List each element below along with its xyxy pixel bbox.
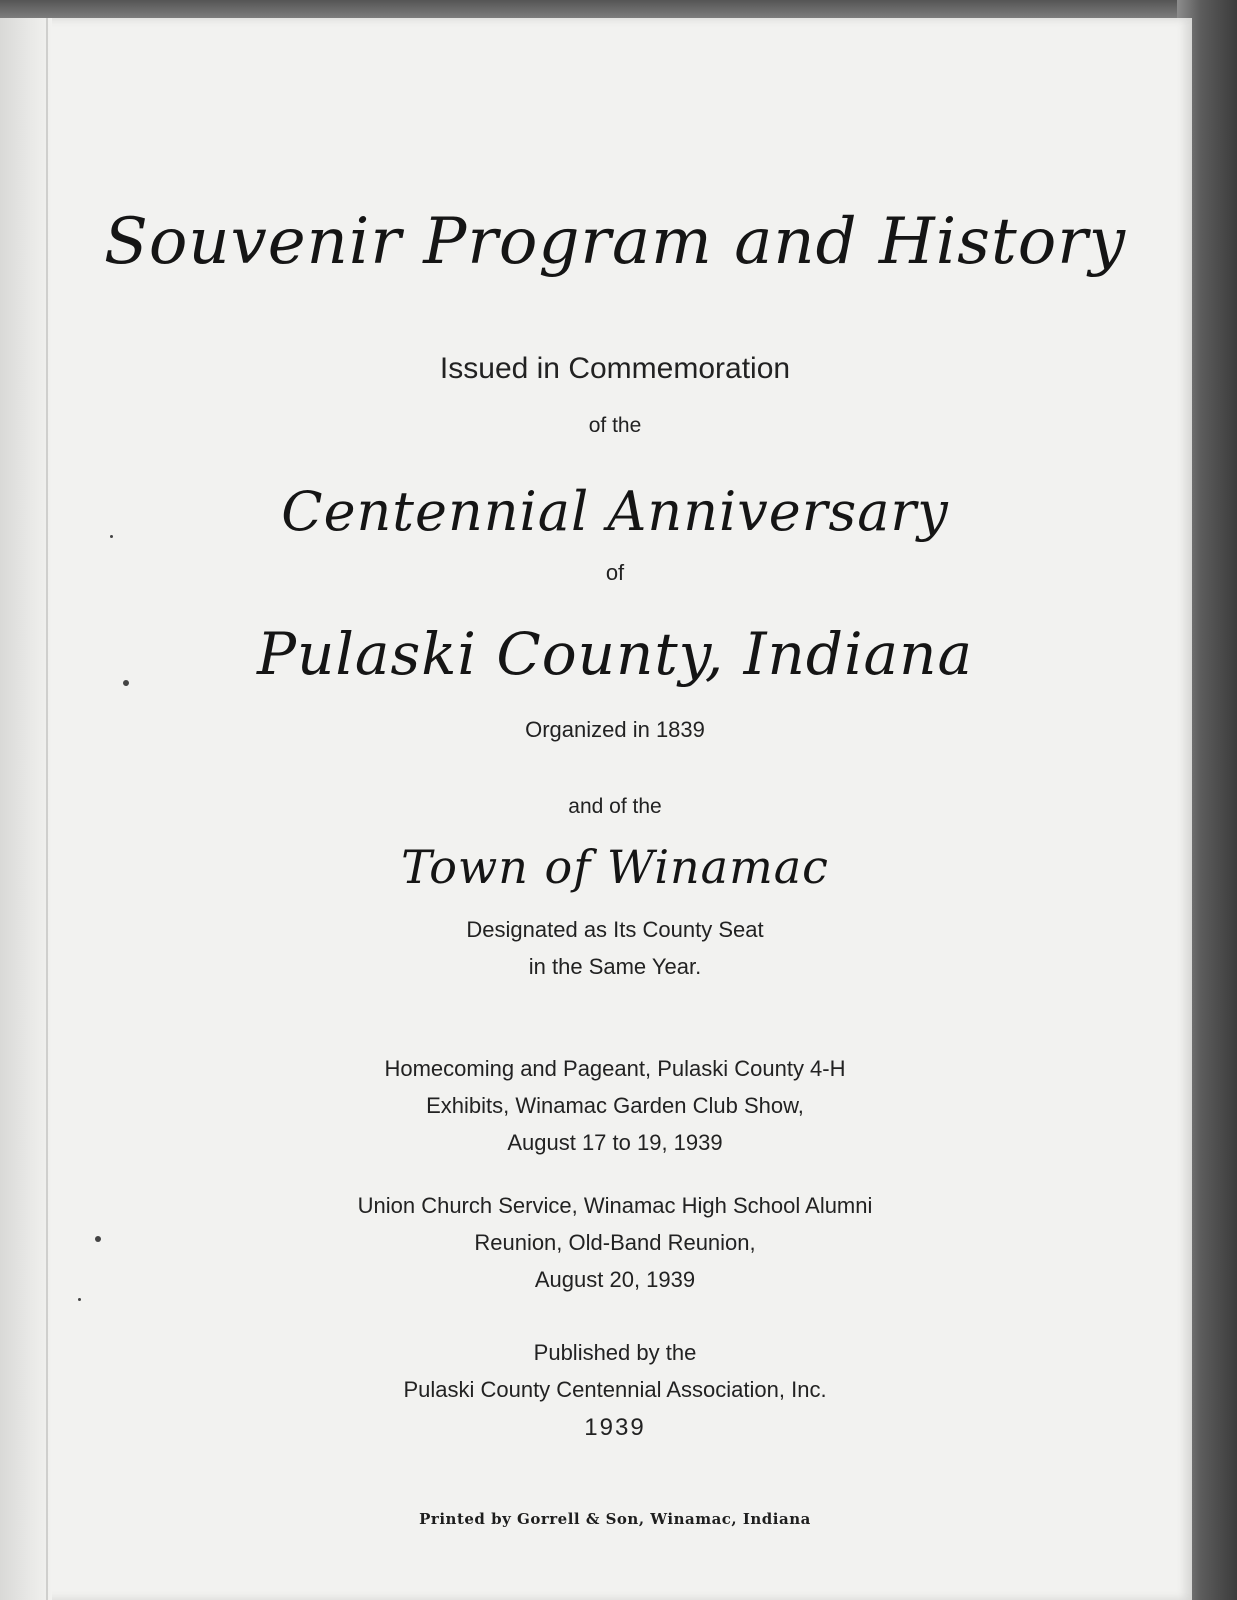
scan-speck xyxy=(95,1236,101,1242)
scan-speck xyxy=(123,680,129,686)
centennial-heading: Centennial Anniversary xyxy=(281,480,949,543)
event1-date: August 17 to 19, 1939 xyxy=(507,1130,723,1155)
town-heading: Town of Winamac xyxy=(401,840,829,894)
event1-line-1: Homecoming and Pageant, Pulaski County 4-H xyxy=(384,1056,846,1081)
and-of-the-line: and of the xyxy=(568,795,662,818)
county-heading: Pulaski County, Indiana xyxy=(256,620,974,688)
event2-date: August 20, 1939 xyxy=(534,1267,696,1292)
printer-credit: Printed by Gorrell & Son, Winamac, Indiana xyxy=(419,1510,811,1528)
published-by-line: Published by the xyxy=(533,1340,697,1365)
event1-line-2: Exhibits, Winamac Garden Club Show, xyxy=(426,1093,804,1118)
designated-line-2: in the Same Year. xyxy=(528,954,702,979)
of-the-line: of the xyxy=(588,414,642,437)
scan-speck xyxy=(78,1298,81,1301)
document-title: Souvenir Program and History xyxy=(104,205,1126,279)
publisher-name: Pulaski County Centennial Association, Inc. xyxy=(403,1377,827,1402)
of-line: of xyxy=(605,560,625,585)
event2-line-2: Reunion, Old-Band Reunion, xyxy=(474,1230,756,1255)
event2-line-1: Union Church Service, Winamac High School Alumni xyxy=(357,1193,873,1218)
issued-line: Issued in Commemoration xyxy=(439,352,791,385)
designated-line-1: Designated as Its County Seat xyxy=(466,917,764,942)
organized-line: Organized in 1839 xyxy=(525,717,705,742)
scan-speck xyxy=(110,535,113,538)
publication-year: 1939 xyxy=(584,1414,646,1441)
